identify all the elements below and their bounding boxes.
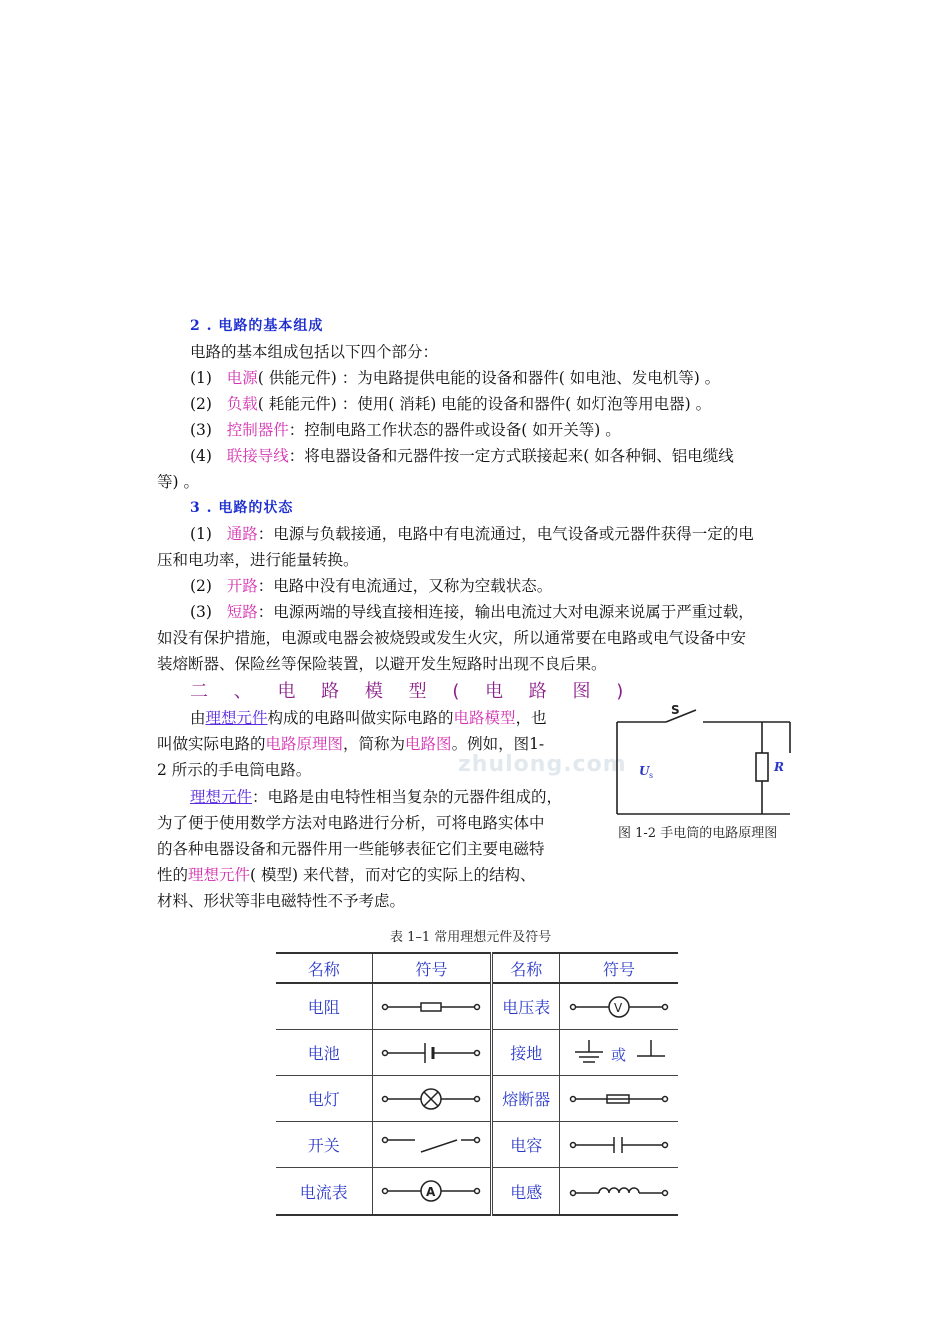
header-name: 名称: [492, 953, 560, 983]
item-text: ：电路中没有电流通过，又称为空载状态。: [257, 577, 553, 595]
table-caption: 表 1–1 常用理想元件及符号: [390, 930, 552, 945]
list-item: [190, 365, 720, 391]
paragraph-line: 2 所示的手电筒电路。: [157, 761, 312, 779]
list-item: [190, 443, 734, 469]
item-number: (2): [190, 577, 212, 595]
header-symbol: 符号: [560, 953, 678, 983]
ideal-element-link[interactable]: 理想元件: [205, 709, 268, 727]
ammeter-letter: A: [426, 1185, 436, 1199]
term: 理想元件: [188, 866, 251, 884]
table-row: [276, 1168, 678, 1216]
text: ，简称为: [343, 735, 406, 753]
item-term: 开路: [226, 577, 258, 595]
paragraph-line: [190, 784, 562, 810]
figure-caption: 图 1-2 手电筒的电路原理图: [618, 826, 778, 841]
component-name: 电流表: [276, 1168, 372, 1216]
paragraph-line: [157, 862, 535, 888]
table-row: [276, 1122, 678, 1168]
capacitor-symbol: [560, 1122, 678, 1168]
table-header-row: [276, 953, 678, 983]
source-label: U: [639, 764, 650, 778]
switch-symbol: [372, 1122, 492, 1168]
item-text: ：电源两端的导线直接相连接，输出电流过大对电源来说属于严重过载，: [257, 603, 754, 621]
resistor-label: R: [774, 760, 784, 774]
header-symbol: 符号: [372, 953, 492, 983]
item-number: (4): [190, 447, 212, 465]
component-name: 电压表: [492, 983, 560, 1030]
paragraph-line: 的各种电器设备和元器件用一些能够表征它们主要电磁特: [157, 840, 545, 858]
ammeter-symbol: [372, 1168, 492, 1216]
text: 性的: [157, 866, 189, 884]
item-term: 联接导线: [226, 447, 289, 465]
component-name: 熔断器: [492, 1076, 560, 1122]
item-number: (3): [190, 421, 212, 439]
list-item: [190, 573, 552, 599]
item-term: 控制器件: [226, 421, 289, 439]
ground-symbol: [560, 1030, 678, 1076]
text: 由: [190, 709, 206, 727]
resistor-symbol: [372, 983, 492, 1030]
paragraph-line: [190, 705, 547, 731]
component-name: 电阻: [276, 983, 372, 1030]
voltmeter-symbol: [560, 983, 678, 1030]
section-3-heading: 3 . 电路的状态: [190, 500, 294, 516]
text: 。例如，图1-: [451, 735, 545, 753]
ideal-element-link[interactable]: 理想元件: [190, 788, 253, 806]
text: ( 模型) 来代替，而对它的实际上的结构、: [250, 866, 536, 884]
symbol-table: [276, 952, 678, 1216]
component-name: 电感: [492, 1168, 560, 1216]
component-name: 电容: [492, 1122, 560, 1168]
item-text: ：电源与负载接通，电路中有电流通过，电气设备或元器件获得一定的电: [257, 525, 754, 543]
inductor-symbol: [560, 1168, 678, 1216]
fuse-symbol: [560, 1076, 678, 1122]
section-2-intro: 电路的基本组成包括以下四个部分：: [190, 343, 439, 361]
item-number: (1): [190, 525, 212, 543]
voltmeter-letter: V: [614, 1000, 623, 1015]
component-name: 电灯: [276, 1076, 372, 1122]
header-name: 名称: [276, 953, 372, 983]
term: 电路图: [405, 735, 452, 753]
watermark: zhulong.com: [458, 752, 627, 777]
source-label-subscript: s: [649, 771, 654, 780]
resistor-shape: [756, 753, 768, 781]
item-term: 负载: [226, 395, 258, 413]
paragraph-line: 为了便于使用数学方法对电路进行分析，可将电路实体中: [157, 814, 545, 832]
item-continuation: 压和电功率，进行能量转换。: [157, 551, 359, 569]
term: 电路模型: [453, 709, 516, 727]
item-number: (1): [190, 369, 212, 387]
model-heading: 二 、 电 路 模 型 ( 电 路 图 ): [190, 681, 634, 702]
text: ，也: [515, 709, 547, 727]
lamp-symbol: [372, 1076, 492, 1122]
item-text: ( 供能元件) ：为电路提供电能的设备和器件( 如电池、发电机等) 。: [257, 369, 721, 387]
item-term: 电源: [226, 369, 258, 387]
paragraph-line: 材料、形状等非电磁特性不予考虑。: [157, 892, 406, 910]
item-continuation: 装熔断器、保险丝等保险装置，以避开发生短路时出现不良后果。: [157, 655, 607, 673]
item-continuation: 如没有保护措施，电源或电器会被烧毁或发生火灾，所以通常要在电路或电气设备中安: [157, 629, 747, 647]
item-text: ：控制电路工作状态的器件或设备( 如开关等) 。: [288, 421, 621, 439]
item-term: 通路: [226, 525, 258, 543]
item-continuation: 等) 。: [157, 473, 199, 491]
list-item: [190, 599, 754, 625]
component-name: 电池: [276, 1030, 372, 1076]
flashlight-circuit-diagram: [600, 696, 800, 820]
table-row: [276, 1030, 678, 1076]
item-number: (2): [190, 395, 212, 413]
component-name: 开关: [276, 1122, 372, 1168]
text: 叫做实际电路的: [157, 735, 266, 753]
list-item: [190, 521, 754, 547]
item-text: ( 耗能元件) ：使用( 消耗) 电能的设备和器件( 如灯泡等用电器) 。: [257, 395, 712, 413]
table-row: [276, 1076, 678, 1122]
item-term: 短路: [226, 603, 258, 621]
ground-or-text: 或: [611, 1045, 627, 1064]
component-name: 接地: [492, 1030, 560, 1076]
section-2-heading: 2 . 电路的基本组成: [190, 318, 324, 334]
text: ：电路是由电特性相当复杂的元器件组成的，: [252, 788, 563, 806]
item-text: ：将电器设备和元器件按一定方式联接起来( 如各种铜、铝电缆线: [288, 447, 734, 465]
text: 构成的电路叫做实际电路的: [267, 709, 454, 727]
list-item: [190, 417, 621, 443]
battery-symbol: [372, 1030, 492, 1076]
term: 电路原理图: [265, 735, 344, 753]
list-item: [190, 391, 711, 417]
table-row: [276, 983, 678, 1030]
item-number: (3): [190, 603, 212, 621]
switch-label: S: [671, 703, 680, 717]
